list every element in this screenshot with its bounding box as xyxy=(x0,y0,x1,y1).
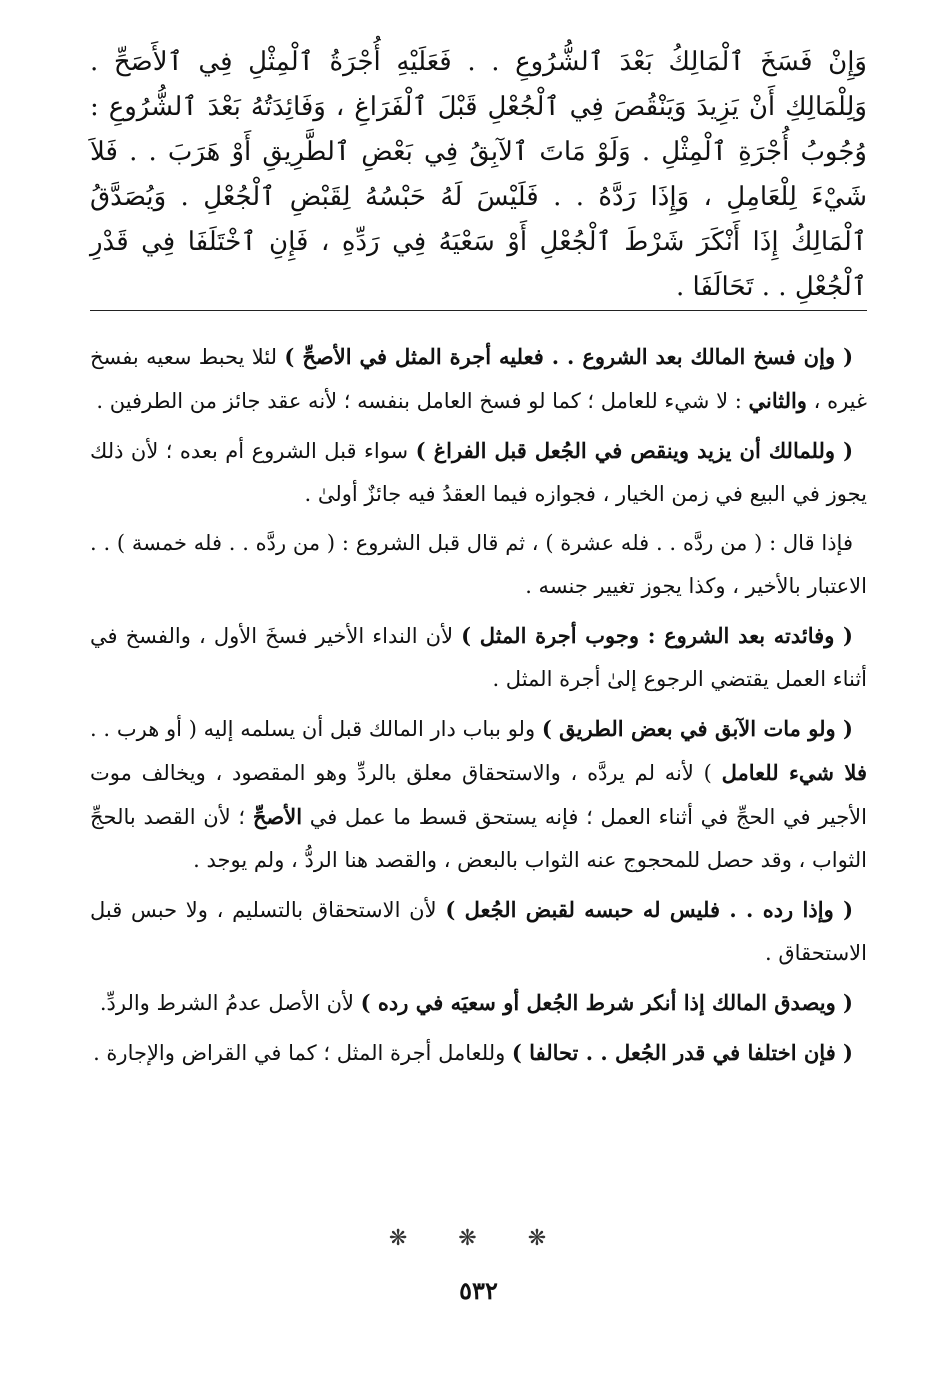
quoted-matn: ( فإن اختلفا في قدر الجُعل . . تحالفا ) xyxy=(511,1040,853,1065)
commentary-paragraph xyxy=(90,522,867,608)
commentary-paragraph xyxy=(90,1031,867,1075)
divider-line xyxy=(90,310,867,311)
page-number: ٥٣٢ xyxy=(459,1276,498,1305)
section-ornaments: ❋ ❋ ❋ xyxy=(388,1226,569,1251)
commentary-paragraph xyxy=(90,981,867,1025)
commentary-text: لأن الأصل عدمُ الشرط والردِّ. xyxy=(99,991,361,1015)
quoted-matn: ( ولو مات الآبق في بعض الطريق ) xyxy=(541,716,853,741)
commentary-paragraph xyxy=(90,335,867,423)
commentary-text: لئلا يحبط سعيه بفسخ غيره ، xyxy=(90,345,867,413)
commentary-paragraph xyxy=(90,429,867,516)
quoted-matn: ( وإذا رده . . فليس له حبسه لقبض الجُعل ) xyxy=(445,897,854,922)
quoted-matn: ( ويصدق المالك إذا أنكر شرط الجُعل أو سعيَه في رده ) xyxy=(360,990,853,1015)
bold-term: الأصحِّ xyxy=(252,804,303,829)
quoted-matn: ( وفائدته بعد الشروع : وجوب أجرة المثل ) xyxy=(461,623,853,648)
commentary-paragraph xyxy=(90,707,867,882)
quoted-matn: ( وإن فسخ المالك بعد الشروع . . فعليه أجرة المثل في الأصحِّ ) xyxy=(284,344,854,369)
commentary-text: لأن الاستحقاق بالتسليم ، ولا حبس قبل الاستحقاق . xyxy=(90,898,867,965)
commentary-text: سواء قبل الشروع أم بعده ؛ لأن ذلك يجوز في البيع في زمن الخيار ، فجوازه فيما العقدُ فيه جائزٌ أولىٰ . xyxy=(90,439,867,506)
matn-text: وَإِنْ فَسَخَ ٱلْمَالِكُ بَعْدَ ٱلشُّرُوعِ . . فَعَلَيْهِ أُجْرَةُ ٱلْمِثْلِ فِي ٱلأَصَحِّ . وَلِلْمَالِكِ أَنْ يَزِيدَ وَيَنْقُصَ فِي ٱلْجُعْلِ قَبْلَ ٱلْفَرَاغِ ، وَفَائِدَتُهُ بَعْدَ ٱلشُّرُوعِ : وُجُوبُ أُجْرَةِ ٱلْمِثْلِ . وَلَوْ مَاتَ ٱلآبِقُ فِي بَعْضِ ٱلطَّرِيقِ أَوْ هَرَبَ . . فَلاَ شَيْءَ لِلْعَامِلِ ، وَإِذَا رَدَّهُ . . فَلَيْسَ لَهُ حَبْسُهُ لِقَبْضِ ٱلْجُعْلِ . وَيُصَدَّقُ ٱلْمَالِكُ إِذَا أَنْكَرَ شَرْطَ ٱلْجُعْلِ أَوْ سَعْيَهُ فِي رَدِّهِ ، فَإِنِ ٱخْتَلَفَا فِي قَدْرِ ٱلْجُعْلِ . . تَحَالَفَا . xyxy=(90,47,867,302)
commentary-text: ؛ لأن القصد بالحجِّ الثواب ، وقد حصل للمحجوج عنه الثواب بالبعض ، والقصد هنا الردُّ ، ولم يوجد . xyxy=(90,805,867,872)
bold-term: فلا شيء للعامل xyxy=(721,760,867,785)
commentary-paragraph xyxy=(90,888,867,975)
commentary-text: ) لأنه لم يردَّه ، والاستحقاق معلق بالردِّ وهو المقصود ، ويخالف موت الأجير في الحجِّ في أثناء العمل ؛ فإنه يستحق قسط ما عمل في xyxy=(90,761,867,829)
quoted-matn: ( وللمالك أن يزيد وينقص في الجُعل قبل الفراغ ) xyxy=(415,438,854,463)
commentary-text: فإذا قال : ( من ردَّه . . فله عشرة ) ، ثم قال قبل الشروع : ( من ردَّه . . فله خمسة ) . . الاعتبار بالأخير ، وكذا يجوز تغيير جنسه . xyxy=(90,531,867,598)
commentary-text: وللعامل أجرة المثل ؛ كما في القراض والإجارة . xyxy=(93,1041,512,1065)
bold-term: والثاني xyxy=(748,388,807,413)
sharh-commentary xyxy=(90,335,867,1081)
commentary-paragraph xyxy=(90,614,867,701)
commentary-text: لأن النداء الأخير فسخَ الأول ، والفسخ في أثناء العمل يقتضي الرجوع إلىٰ أجرة المثل . xyxy=(90,624,867,691)
commentary-text: ولو بباب دار المالك قبل أن يسلمه إليه ( أو هرب . . xyxy=(90,717,542,741)
commentary-text: : لا شيء للعامل ؛ كما لو فسخ العامل بنفسه ؛ لأنه عقد جائز من الطرفين . xyxy=(96,389,749,413)
book-page xyxy=(90,40,867,1360)
